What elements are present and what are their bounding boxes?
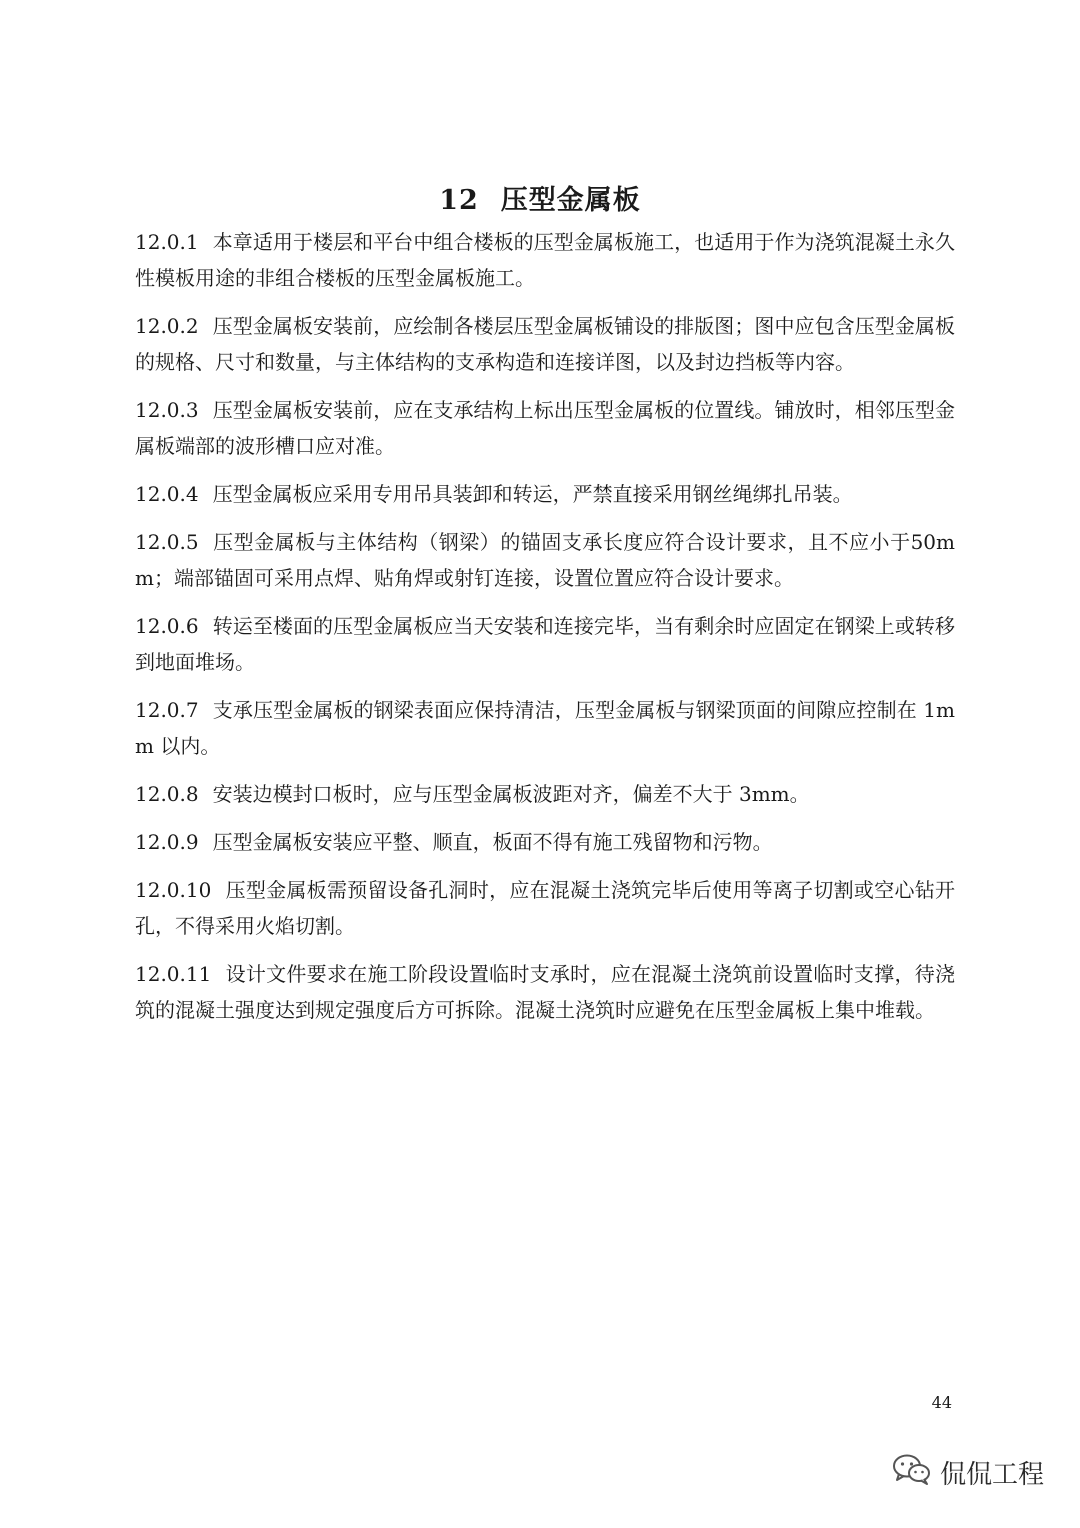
clause-number: 12.0.4	[135, 482, 199, 506]
clause-number: 12.0.1	[135, 230, 199, 254]
watermark-text: 侃侃工程	[939, 1460, 1044, 1490]
clause-text: 压型金属板安装前，应在支承结构上标出压型金属板的位置线。铺放时，相邻压型金属板端部的波形槽口应对准。	[135, 398, 955, 458]
clause-text: 安装边模封口板时，应与压型金属板波距对齐，偏差不大于 3mm。	[212, 782, 810, 806]
chapter-title-text: 压型金属板	[500, 185, 641, 217]
page-number: 44	[931, 1393, 952, 1412]
clause-number: 12.0.10	[135, 878, 212, 902]
wechat-icon	[892, 1452, 932, 1493]
clause-text: 压型金属板安装前，应绘制各楼层压型金属板铺设的排版图；图中应包含压型金属板的规格、尺寸和数量，与主体结构的支承构造和连接详图，以及封边挡板等内容。	[135, 314, 955, 374]
clause-number: 12.0.2	[135, 314, 199, 338]
clause-number: 12.0.3	[135, 398, 199, 422]
clause-item	[135, 956, 955, 1028]
clause-item	[135, 308, 955, 380]
clause-item	[135, 692, 955, 764]
chapter-title	[0, 178, 1080, 217]
chapter-number: 12	[439, 185, 479, 217]
clause-number: 12.0.8	[135, 782, 199, 806]
clause-item	[135, 224, 955, 296]
clause-item	[135, 392, 955, 464]
clause-item	[135, 824, 955, 860]
clause-text: 转运至楼面的压型金属板应当天安装和连接完毕，当有剩余时应固定在钢梁上或转移到地面堆场。	[135, 614, 955, 674]
clause-text: 压型金属板与主体结构（钢梁）的锚固支承长度应符合设计要求，且不应小于50mm；端部锚固可采用点焊、贴角焊或射钉连接，设置位置应符合设计要求。	[135, 530, 955, 590]
clause-item	[135, 476, 955, 512]
clause-item	[135, 524, 955, 596]
clause-text: 本章适用于楼层和平台中组合楼板的压型金属板施工，也适用于作为浇筑混凝土永久性模板用途的非组合楼板的压型金属板施工。	[135, 230, 955, 290]
clause-number: 12.0.11	[135, 962, 212, 986]
clause-number: 12.0.7	[135, 698, 199, 722]
clause-text: 压型金属板安装应平整、顺直，板面不得有施工残留物和污物。	[212, 830, 773, 854]
watermark	[892, 1452, 1044, 1493]
clause-number: 12.0.6	[135, 614, 199, 638]
clause-item	[135, 776, 955, 812]
clause-text: 设计文件要求在施工阶段设置临时支承时，应在混凝土浇筑前设置临时支撑，待浇筑的混凝土强度达到规定强度后方可拆除。混凝土浇筑时应避免在压型金属板上集中堆载。	[135, 962, 955, 1022]
clause-number: 12.0.9	[135, 830, 199, 854]
clause-text: 压型金属板应采用专用吊具装卸和转运，严禁直接采用钢丝绳绑扎吊装。	[212, 482, 853, 506]
clause-item	[135, 608, 955, 680]
clause-item	[135, 872, 955, 944]
clause-text: 压型金属板需预留设备孔洞时，应在混凝土浇筑完毕后使用等离子切割或空心钻开孔，不得采用火焰切割。	[135, 878, 955, 938]
clause-text: 支承压型金属板的钢梁表面应保持清洁，压型金属板与钢梁顶面的间隙应控制在 1mm 以内。	[135, 698, 955, 758]
clause-number: 12.0.5	[135, 530, 199, 554]
clause-list	[135, 224, 955, 1040]
